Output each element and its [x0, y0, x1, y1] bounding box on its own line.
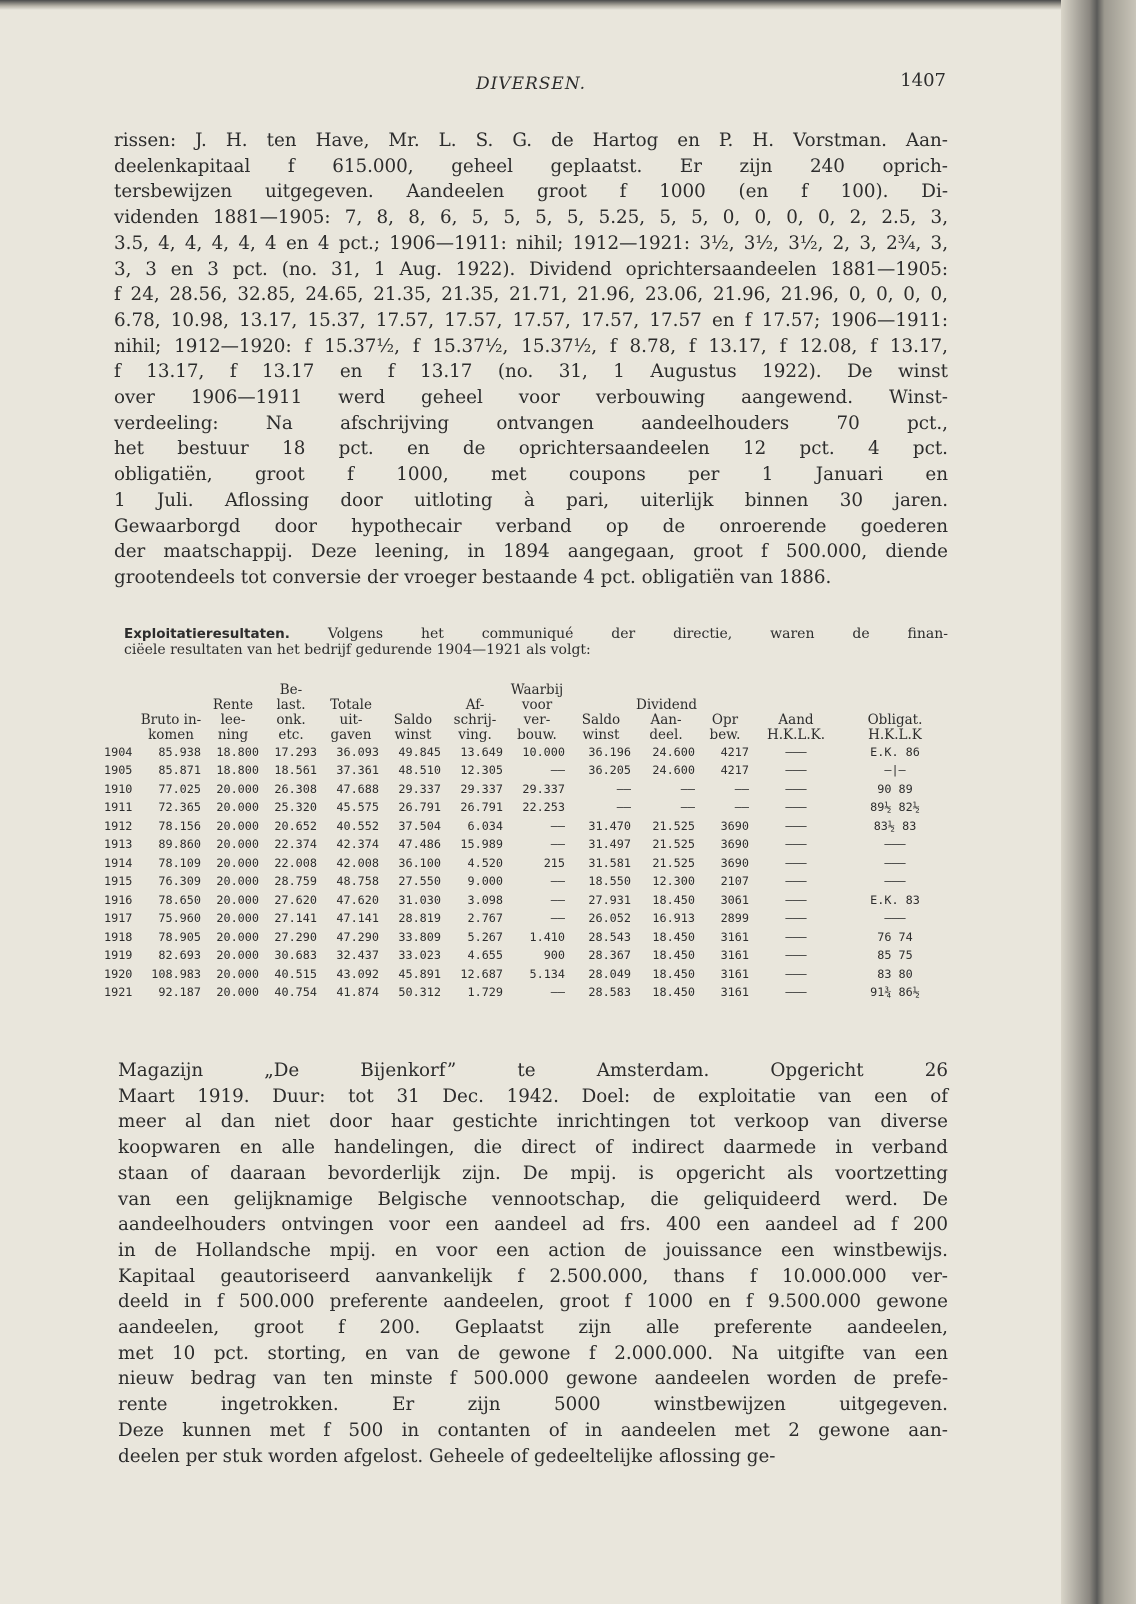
column-header: Bruto in- komen [140, 712, 202, 743]
table-cell: 82.693 [158, 948, 201, 963]
table-cell: 27.550 [398, 874, 441, 889]
table-cell: ——— [884, 874, 906, 889]
table-cell: —— [616, 800, 631, 815]
table-cell: 20.000 [216, 966, 259, 981]
paragraph-company-details [114, 128, 948, 591]
table-cell: 20.000 [216, 800, 259, 815]
table-cell: ——— [785, 929, 807, 944]
table-cell: 30.683 [274, 948, 317, 963]
table-cell: 47.141 [336, 911, 379, 926]
text-line: grootendeels tot conversie der vroeger bestaande 4 pct. obligatiën van 1886. [114, 566, 832, 588]
exploitatie-label: Exploitatieresultaten. [124, 626, 290, 642]
table-cell: 37.504 [398, 818, 441, 833]
table-cell: —— [550, 985, 565, 1000]
text-line: koopwaren en alle handelingen, die direct of indirect daarmede in verband [118, 1137, 948, 1159]
row-year: 1913 [104, 837, 133, 852]
column-header: Opr bew. [709, 712, 741, 743]
table-cell: 85 75 [877, 948, 913, 963]
table-cell: 12.300 [652, 874, 695, 889]
text-line: rissen: J. H. ten Have, Mr. L. S. G. de Hartog en P. H. Vorstman. Aan- [114, 130, 948, 151]
table-cell: 45.891 [398, 966, 441, 981]
column-header: Obligat. H.K.L.K [867, 712, 923, 743]
table-cell: 4217 [720, 744, 749, 759]
text-line: over 1906—1911 werd geheel voor verbouwing aangewend. Winst- [114, 387, 948, 409]
table-cell: 78.905 [158, 929, 201, 944]
text-line: f 13.17, f 13.17 en f 13.17 (no. 31, 1 Augustus 1922). De winst [114, 361, 948, 383]
text-line: meer al dan niet door haar gestichte inrichtingen tot verkoop van diverse [118, 1111, 948, 1133]
table-cell: —— [680, 781, 695, 796]
table-cell: 83½ 83 [873, 818, 917, 833]
table-cell: 36.196 [588, 744, 631, 759]
table-cell: 20.000 [216, 874, 259, 889]
table-cell: E.K. 86 [870, 744, 920, 759]
table-cell: 108.983 [151, 966, 201, 981]
text-line: Gewaarborgd door hypothecair verband op de onroerende goederen [114, 515, 948, 537]
table-row [100, 780, 950, 799]
column-header: Saldo winst [581, 712, 621, 743]
table-cell: 26.052 [588, 911, 631, 926]
table-cell: 5.267 [467, 929, 503, 944]
text-line: obligatiën, groot f 1000, met coupons per 1 Januari en [114, 464, 948, 486]
table-cell: 85.871 [158, 763, 201, 778]
exploitatie-text-1: Volgens het communiqué der directie, waren de finan- [289, 626, 948, 642]
table-cell: 36.205 [588, 763, 631, 778]
text-line: 3.5, 4, 4, 4, 4, 4 en 4 pct.; 1906—1911: nihil; 1912—1921: 3½, 3½, 3½, 2, 3, 2¾, 3, [114, 232, 948, 254]
table-row [100, 817, 950, 836]
table-cell: ——— [884, 911, 906, 926]
text-line: Deze kunnen met f 500 in contanten of in aandeelen met 2 gewone aan- [118, 1419, 948, 1441]
table-cell: 31.497 [588, 837, 631, 852]
table-cell: 15.989 [460, 837, 503, 852]
table-cell: 78.650 [158, 892, 201, 907]
table-cell: 3161 [720, 948, 749, 963]
table-cell: 90 89 [877, 781, 913, 796]
table-cell: 76.309 [158, 874, 201, 889]
table-cell: 9.000 [467, 874, 503, 889]
table-cell: 31.581 [588, 855, 631, 870]
table-row [100, 891, 950, 910]
table-cell: 78.109 [158, 855, 201, 870]
table-cell: 28.543 [588, 929, 631, 944]
exploitatie-text-2: ciëele resultaten van het bedrijf gedurende 1904—1921 als volgt: [124, 642, 591, 658]
table-cell: 47.486 [398, 837, 441, 852]
text-line: Magazijn „De Bijenkorf” te Amsterdam. Opgericht 26 [118, 1060, 948, 1081]
table-row [100, 762, 950, 781]
table-cell: 12.687 [460, 966, 503, 981]
table-cell: 20.000 [216, 892, 259, 907]
table-cell: 26.791 [460, 800, 503, 815]
section-title: DIVERSEN. [475, 74, 587, 94]
table-cell: ——— [884, 837, 906, 852]
table-cell: 33.023 [398, 948, 441, 963]
table-cell: 6.034 [467, 818, 503, 833]
table-row [100, 836, 950, 855]
table-cell: 17.293 [274, 744, 317, 759]
table-cell: 20.000 [216, 855, 259, 870]
text-line: deeld in f 500.000 preferente aandeelen, groot f 1000 en f 9.500.000 gewone [118, 1291, 948, 1313]
text-line: 6.78, 10.98, 13.17, 15.37, 17.57, 17.57, 17.57, 17.57, 17.57 en f 17.57; 1906—1911: [114, 309, 948, 331]
table-cell: 48.510 [398, 763, 441, 778]
table-cell: 41.874 [336, 985, 379, 1000]
table-cell: 43.092 [336, 966, 379, 981]
table-cell: ——— [785, 911, 807, 926]
table-cell: 28.049 [588, 966, 631, 981]
table-cell: 42.008 [336, 855, 379, 870]
table-cell: 48.758 [336, 874, 379, 889]
text-line: aandeelen, groot f 200. Geplaatst zijn alle preferente aandeelen, [118, 1317, 948, 1339]
table-cell: —— [550, 911, 565, 926]
column-header: Aand H.K.L.K. [766, 712, 826, 743]
text-line: videnden 1881—1905: 7, 8, 8, 6, 5, 5, 5, 5, 5.25, 5, 5, 0, 0, 0, 0, 2, 2.5, 3, [114, 207, 948, 229]
table-cell: ——— [785, 800, 807, 815]
table-cell: —— [734, 781, 749, 796]
table-cell: ——— [785, 855, 807, 870]
table-cell: 45.575 [336, 800, 379, 815]
table-cell: 24.600 [652, 744, 695, 759]
table-cell: 75.960 [158, 911, 201, 926]
table-cell: 18.450 [652, 948, 695, 963]
table-cell: ——— [785, 874, 807, 889]
text-line: met 10 pct. storting, en van de gewone f 2.000.000. Na uitgifte van een [118, 1342, 948, 1364]
table-cell: 18.550 [588, 874, 631, 889]
row-year: 1912 [104, 818, 133, 833]
table-cell: 28.583 [588, 985, 631, 1000]
column-header: Be- last. onk. etc. [276, 682, 306, 743]
table-cell: 72.365 [158, 800, 201, 815]
table-cell: 29.337 [460, 781, 503, 796]
table-cell: —— [550, 763, 565, 778]
table-row [100, 965, 950, 984]
table-row [100, 854, 950, 873]
table-cell: 20.000 [216, 948, 259, 963]
table-cell: 49.845 [398, 744, 441, 759]
table-cell: 40.754 [274, 985, 317, 1000]
table-cell: 40.552 [336, 818, 379, 833]
row-year: 1905 [104, 763, 133, 778]
paragraph-bijenkorf [118, 1058, 948, 1469]
table-cell: 20.000 [216, 781, 259, 796]
column-header: Dividend Aan- deel. [636, 697, 698, 743]
row-year: 1915 [104, 874, 133, 889]
row-year: 1916 [104, 892, 133, 907]
table-cell: 18.561 [274, 763, 317, 778]
table-cell: 18.450 [652, 892, 695, 907]
table-row [100, 743, 950, 762]
row-year: 1904 [104, 744, 133, 759]
table-cell: 3690 [720, 855, 749, 870]
text-line: tersbewijzen uitgegeven. Aandeelen groot f 1000 (en f 100). Di- [114, 181, 948, 203]
row-year: 1921 [104, 985, 133, 1000]
table-cell: 50.312 [398, 985, 441, 1000]
text-line: van een gelijknamige Belgische vennootschap, die geliquideerd werd. De [118, 1188, 948, 1210]
table-cell: 28.819 [398, 911, 441, 926]
table-cell: 4.655 [467, 948, 503, 963]
table-cell: 89.860 [158, 837, 201, 852]
table-cell: 22.008 [274, 855, 317, 870]
table-cell: 3061 [720, 892, 749, 907]
table-cell: —|— [884, 763, 906, 778]
column-header: Saldo winst [393, 712, 433, 743]
text-line: rente ingetrokken. Er zijn 5000 winstbewijzen uitgegeven. [118, 1394, 948, 1416]
table-cell: 89½ 82½ [870, 800, 920, 815]
table-cell: 215 [543, 855, 565, 870]
text-line: nihil; 1912—1920: f 15.37½, f 15.37½, 15.37½, f 8.78, f 13.17, f 12.08, f 13.17, [114, 335, 948, 357]
exploitatie-intro [124, 626, 948, 658]
row-year: 1919 [104, 948, 133, 963]
table-cell: 85.938 [158, 744, 201, 759]
table-cell: 18.800 [216, 744, 259, 759]
table-cell: 3161 [720, 966, 749, 981]
table-cell: 2899 [720, 911, 749, 926]
table-cell: 26.308 [274, 781, 317, 796]
table-cell: 28.367 [588, 948, 631, 963]
table-cell: 13.649 [460, 744, 503, 759]
table-cell: 28.759 [274, 874, 317, 889]
table-cell: 76 74 [877, 929, 913, 944]
column-header: Rente lee- ning [212, 697, 254, 743]
page-top-edge [0, 0, 1136, 10]
table-cell: 1.729 [467, 985, 503, 1000]
text-line: staan of daaraan bevorderlijk zijn. De mpij. is opgericht als voortzetting [118, 1162, 948, 1184]
table-cell: 47.688 [336, 781, 379, 796]
table-cell: 20.000 [216, 985, 259, 1000]
table-cell: 31.470 [588, 818, 631, 833]
table-cell: ——— [884, 855, 906, 870]
row-year: 1910 [104, 781, 133, 796]
table-cell: 16.913 [652, 911, 695, 926]
table-cell: 32.437 [336, 948, 379, 963]
text-line: deelenkapitaal f 615.000, geheel geplaatst. Er zijn 240 oprich- [114, 155, 948, 177]
table-cell: 12.305 [460, 763, 503, 778]
table-cell: 27.141 [274, 911, 317, 926]
table-cell: 29.337 [522, 781, 565, 796]
table-cell: 10.000 [522, 744, 565, 759]
book-binding-edge [1061, 0, 1136, 1604]
table-cell: 26.791 [398, 800, 441, 815]
table-cell: 5.134 [529, 966, 565, 981]
table-cell: ——— [785, 948, 807, 963]
text-line: Kapitaal geautoriseerd aanvankelijk f 2.500.000, thans f 10.000.000 ver- [118, 1265, 948, 1287]
table-cell: 1.410 [529, 929, 565, 944]
table-row [100, 873, 950, 892]
row-year: 1920 [104, 966, 133, 981]
table-cell: 20.000 [216, 837, 259, 852]
table-cell: 21.525 [652, 837, 695, 852]
row-year: 1917 [104, 911, 133, 926]
table-cell: 20.000 [216, 911, 259, 926]
table-cell: —— [550, 892, 565, 907]
table-cell: 27.931 [588, 892, 631, 907]
table-cell: 31.030 [398, 892, 441, 907]
table-cell: 27.620 [274, 892, 317, 907]
table-cell: 3161 [720, 985, 749, 1000]
table-cell: —— [550, 874, 565, 889]
table-cell: 33.809 [398, 929, 441, 944]
table-cell: 3.098 [467, 892, 503, 907]
column-header [100, 683, 138, 743]
table-cell: 3690 [720, 837, 749, 852]
table-cell: 42.374 [336, 837, 379, 852]
table-cell: 20.000 [216, 929, 259, 944]
table-cell: ——— [785, 837, 807, 852]
table-cell: 40.515 [274, 966, 317, 981]
text-line: Maart 1919. Duur: tot 31 Dec. 1942. Doel: de exploitatie van een of [118, 1085, 948, 1107]
table-cell: 2.767 [467, 911, 503, 926]
table-cell: 22.253 [522, 800, 565, 815]
table-cell: 47.290 [336, 929, 379, 944]
table-cell: 36.100 [398, 855, 441, 870]
table-cell: 20.652 [274, 818, 317, 833]
table-cell: ——— [785, 985, 807, 1000]
table-cell: 3161 [720, 929, 749, 944]
table-cell: 24.600 [652, 763, 695, 778]
table-row [100, 984, 950, 1003]
table-cell: 78.156 [158, 818, 201, 833]
table-cell: 3690 [720, 818, 749, 833]
table-cell: —— [734, 800, 749, 815]
column-header: Af- schrij- ving. [453, 697, 497, 743]
table-cell: 18.450 [652, 929, 695, 944]
table-cell: 29.337 [398, 781, 441, 796]
table-cell: 18.800 [216, 763, 259, 778]
table-cell: —— [616, 781, 631, 796]
running-header [116, 70, 946, 104]
table-cell: 21.525 [652, 818, 695, 833]
text-line: deelen per stuk worden afgelost. Geheele of gedeeltelijke aflossing ge- [118, 1445, 776, 1467]
text-line: aandeelhouders ontvingen voor een aandeel ad frs. 400 een aandeel ad f 200 [118, 1214, 948, 1236]
table-cell: 21.525 [652, 855, 695, 870]
column-header: Totale uit- gaven [330, 697, 372, 743]
table-cell: 27.290 [274, 929, 317, 944]
table-cell: 77.025 [158, 781, 201, 796]
row-year: 1914 [104, 855, 133, 870]
text-line: f 24, 28.56, 32.85, 24.65, 21.35, 21.35, 21.71, 21.96, 23.06, 21.96, 21.96, 0, 0, 0, 0, [114, 284, 948, 306]
text-line: 1 Juli. Aflossing door uitloting à pari, uiterlijk binnen 30 jaren. [114, 489, 948, 511]
table-cell: ——— [785, 763, 807, 778]
text-line: verdeeling: Na afschrijving ontvangen aandeelhouders 70 pct., [114, 412, 948, 434]
financial-results-table [100, 683, 950, 1002]
table-cell: 18.450 [652, 966, 695, 981]
table-cell: —— [550, 837, 565, 852]
table-row [100, 799, 950, 818]
table-row [100, 910, 950, 929]
table-cell: 2107 [720, 874, 749, 889]
text-line: 3, 3 en 3 pct. (no. 31, 1 Aug. 1922). Dividend oprichtersaandeelen 1881—1905: [114, 258, 948, 280]
table-cell: 900 [543, 948, 565, 963]
table-row [100, 928, 950, 947]
table-cell: —— [550, 818, 565, 833]
table-cell: 83 80 [877, 966, 913, 981]
table-row [100, 947, 950, 966]
table-cell: —— [680, 800, 695, 815]
table-cell: 4217 [720, 763, 749, 778]
table-cell: ——— [785, 892, 807, 907]
table-cell: ——— [785, 781, 807, 796]
text-line: het bestuur 18 pct. en de oprichtersaandeelen 12 pct. 4 pct. [114, 438, 948, 460]
row-year: 1918 [104, 929, 133, 944]
table-cell: 91¾ 86½ [870, 985, 920, 1000]
table-cell: ——— [785, 966, 807, 981]
row-year: 1911 [104, 800, 133, 815]
table-cell: 25.320 [274, 800, 317, 815]
column-header: Waarbij voor ver- bouw. [510, 682, 564, 743]
table-cell: E.K. 83 [870, 892, 920, 907]
table-cell: 37.361 [336, 763, 379, 778]
table-cell: 36.093 [336, 744, 379, 759]
text-line: der maatschappij. Deze leening, in 1894 aangegaan, groot f 500.000, diende [114, 541, 948, 563]
table-cell: 92.187 [158, 985, 201, 1000]
table-cell: 18.450 [652, 985, 695, 1000]
table-header-row [100, 683, 950, 743]
table-cell: ——— [785, 744, 807, 759]
table-cell: 4.520 [467, 855, 503, 870]
text-line: nieuw bedrag van ten minste f 500.000 gewone aandeelen worden de prefe- [118, 1368, 948, 1390]
page-number: 1407 [900, 70, 946, 91]
text-line: in de Hollandsche mpij. en voor een action de jouissance een winstbewijs. [118, 1239, 948, 1261]
table-cell: 22.374 [274, 837, 317, 852]
table-cell: ——— [785, 818, 807, 833]
table-cell: 20.000 [216, 818, 259, 833]
table-cell: 47.620 [336, 892, 379, 907]
